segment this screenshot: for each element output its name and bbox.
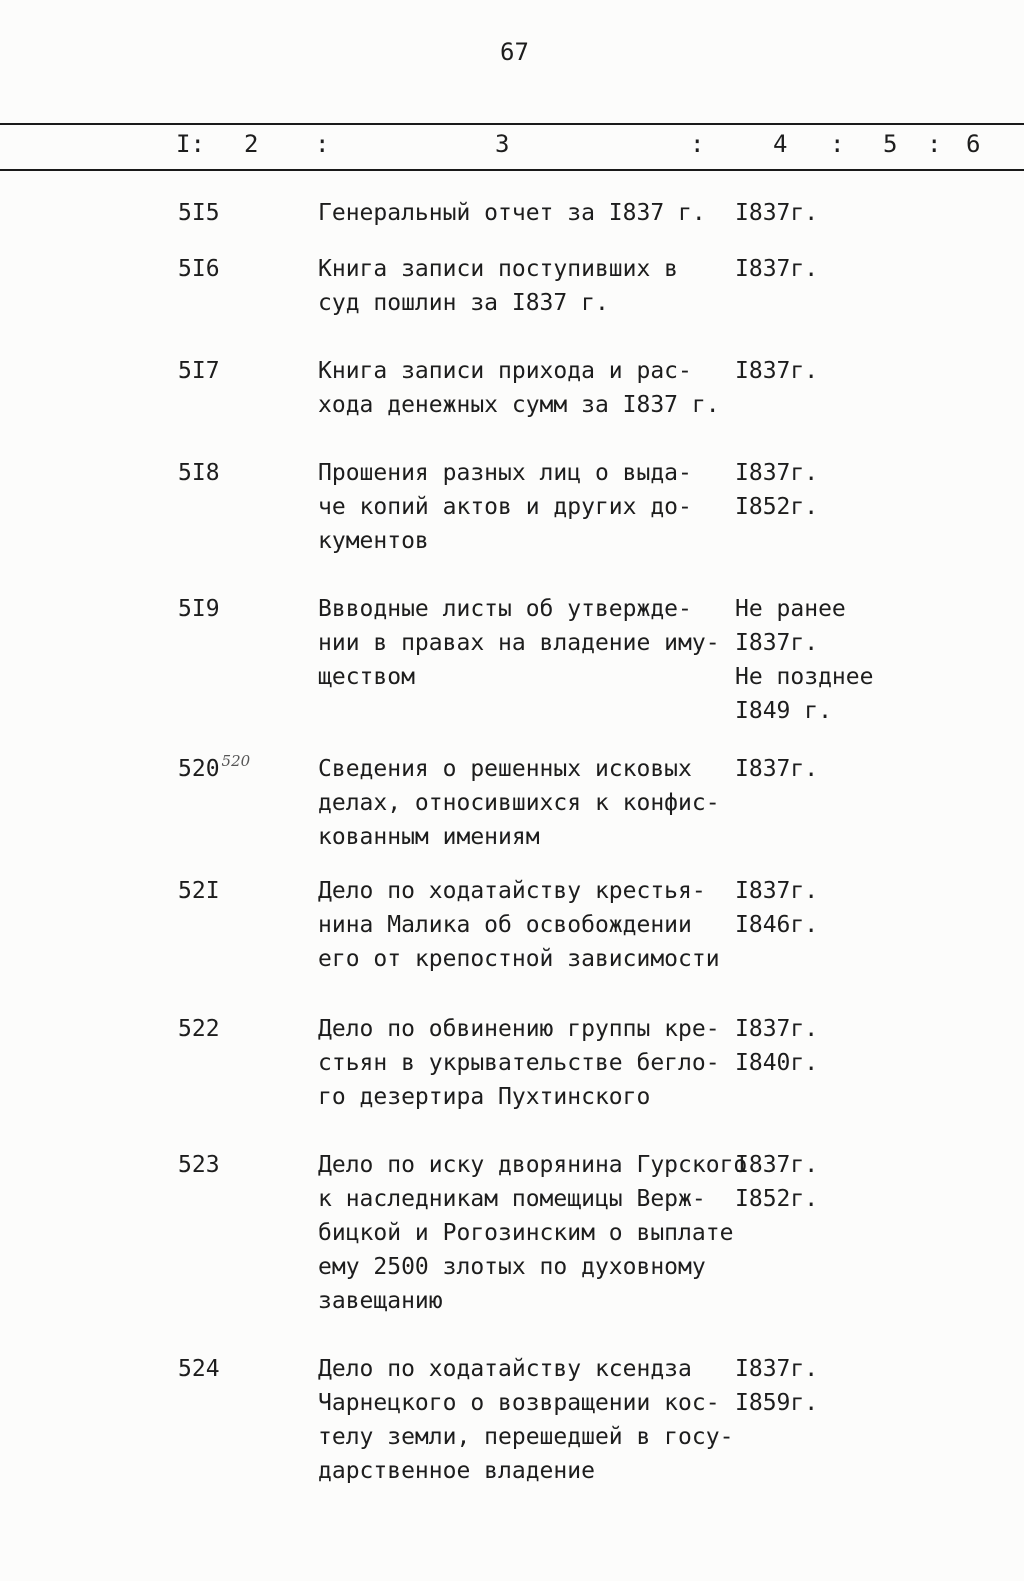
entry-title: Сведения о решенных исковых делах, относившихся к конфис- кованным имениям: [318, 756, 720, 850]
entry-dates: I837г. I846г.: [735, 878, 819, 938]
entry-number: 523: [178, 1152, 220, 1178]
column-header-1: I:: [176, 130, 205, 158]
entry-dates: Не ранее I837г. Не позднее I849 г.: [735, 596, 874, 724]
entry-dates: I837г. I852г.: [735, 460, 819, 520]
entry-number: 5I8: [178, 460, 220, 486]
entry-title: Дело по ходатайству крестья- нина Малика об освобождении его от крепостной зависимости: [318, 878, 720, 972]
entry-number: 5I9: [178, 596, 220, 622]
entry-number: 52I: [178, 878, 220, 904]
entry-number: [178, 752, 250, 788]
entry-number: 522: [178, 1016, 220, 1042]
column-separator: :: [315, 130, 330, 158]
column-separator: :: [927, 130, 942, 158]
entry-dates: I837г.: [735, 200, 819, 226]
page-number: 67: [500, 38, 529, 66]
entry-dates: I837г.: [735, 256, 819, 282]
entry-title: Генеральный отчет за I837 г.: [318, 200, 706, 226]
entry-title: Дело по обвинению группы кре- стьян в укрывательстве бегло- го дезертира Пухтинского: [318, 1016, 720, 1110]
entry-title: Книга записи поступивших в суд пошлин за I837 г.: [318, 256, 679, 316]
column-separator: :: [690, 130, 705, 158]
entry-title: Книга записи прихода и рас- хода денежных сумм за I837 г.: [318, 358, 720, 418]
entry-number-value: 520: [178, 756, 220, 782]
column-header-2: 2: [244, 130, 259, 158]
entry-number: 5I5: [178, 200, 220, 226]
entry-title: Прошения разных лиц о выда- че копий актов и других до- кументов: [318, 460, 692, 554]
column-header-6: 6: [966, 130, 981, 158]
entry-dates: I837г.: [735, 358, 819, 384]
entry-dates: I837г. I852г.: [735, 1152, 819, 1212]
entry-dates: I837г. I840г.: [735, 1016, 819, 1076]
column-header-5: 5: [883, 130, 898, 158]
entry-number: 5I6: [178, 256, 220, 282]
entry-number: 5I7: [178, 358, 220, 384]
entry-title: Дело по ходатайству ксендза Чарнецкого о возвращении кос- телу земли, перешедшей в госу- дарственное владение: [318, 1356, 734, 1484]
column-separator: :: [830, 130, 845, 158]
pencil-annotation: 520: [221, 752, 251, 770]
entry-number: 524: [178, 1356, 220, 1382]
entry-dates: I837г.: [735, 756, 819, 782]
entry-title: Дело по иску дворянина Гурского к наследникам помещицы Верж- бицкой и Рогозинским о выплате ему 2500 злотых по духовному завещанию: [318, 1152, 748, 1314]
entry-title: Ввводные листы об утвержде- нии в правах на владение иму- ществом: [318, 596, 720, 690]
column-header-4: 4: [773, 130, 788, 158]
column-header-3: 3: [495, 130, 510, 158]
entry-dates: I837г. I859г.: [735, 1356, 819, 1416]
